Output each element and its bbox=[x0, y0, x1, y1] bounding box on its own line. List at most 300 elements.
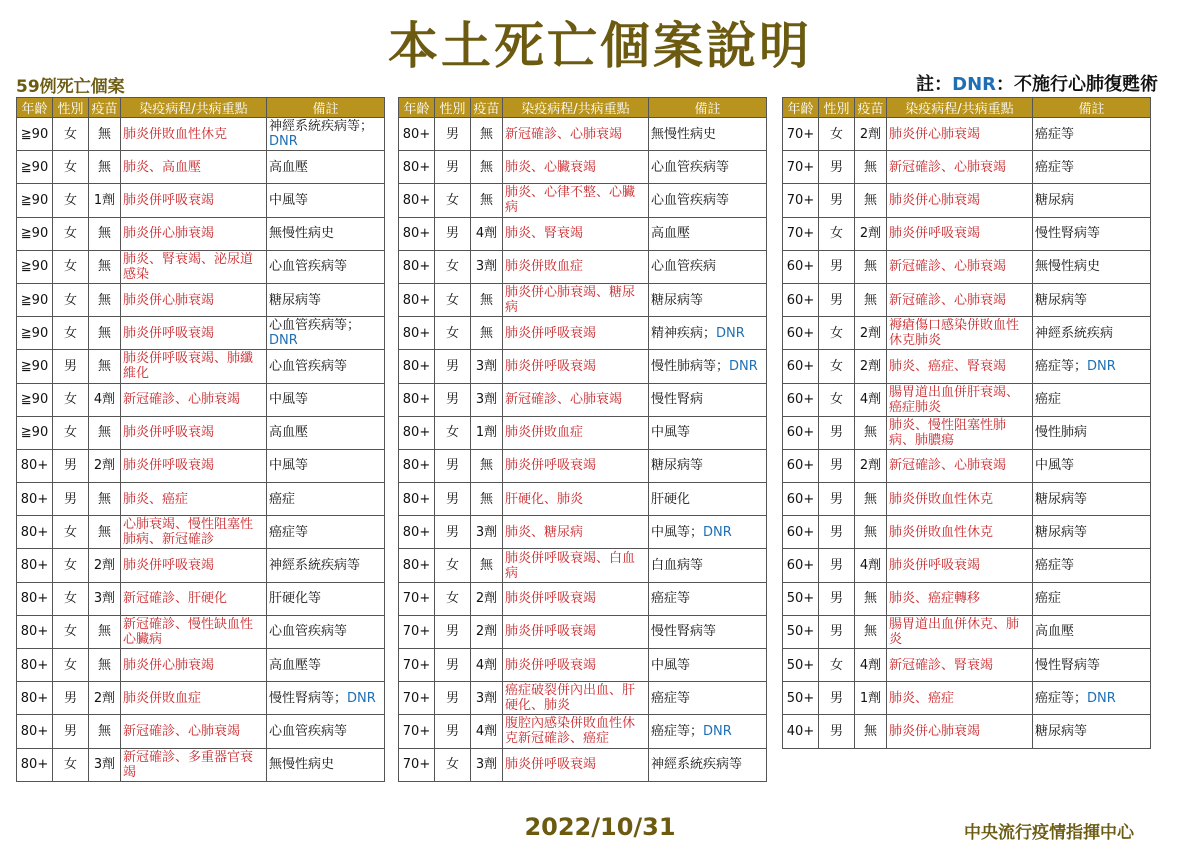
note-cell bbox=[267, 449, 385, 482]
note-cell bbox=[649, 715, 767, 748]
note-text: 中風等 bbox=[651, 425, 691, 441]
sex-cell: 女 bbox=[53, 250, 89, 283]
course-header: 染疫病程/共病重點 bbox=[887, 98, 1033, 118]
header-row bbox=[783, 98, 1151, 118]
course-cell: 肺炎、癌症、腎衰竭 bbox=[887, 350, 1033, 383]
dnr-label: DNR bbox=[716, 325, 745, 341]
note-text: 中風等 bbox=[269, 458, 309, 474]
dnr-label: DNR bbox=[347, 690, 376, 706]
vac-cell: 2劑 bbox=[89, 682, 121, 715]
note-cell bbox=[649, 283, 767, 316]
course-cell: 肺炎併呼吸衰竭 bbox=[887, 549, 1033, 582]
note-text: 癌症等 bbox=[651, 591, 691, 607]
dnr-footnote bbox=[916, 70, 1158, 96]
note-cell bbox=[1033, 715, 1151, 748]
table-row bbox=[17, 250, 385, 283]
course-header: 染疫病程/共病重點 bbox=[503, 98, 649, 118]
table-row bbox=[17, 118, 385, 151]
vac-cell: 無 bbox=[855, 416, 887, 449]
course-cell: 腸胃道出血併休克、肺炎 bbox=[887, 615, 1033, 648]
age-cell: 80+ bbox=[399, 516, 435, 549]
table-row bbox=[399, 416, 767, 449]
note-text: 糖尿病等 bbox=[651, 458, 704, 474]
course-cell: 肺炎併呼吸衰竭 bbox=[503, 449, 649, 482]
sex-cell: 女 bbox=[53, 748, 89, 781]
note-cell bbox=[1033, 350, 1151, 383]
table-row bbox=[399, 283, 767, 316]
note-text: 心血管疾病 bbox=[651, 259, 717, 275]
age-cell: 50+ bbox=[783, 582, 819, 615]
note-cell bbox=[1033, 682, 1151, 715]
note-text: 無慢性病史 bbox=[269, 226, 335, 242]
age-cell: ≧90 bbox=[17, 283, 53, 316]
age-cell: 40+ bbox=[783, 715, 819, 748]
course-cell: 肺炎併呼吸衰竭 bbox=[503, 350, 649, 383]
age-cell: 70+ bbox=[783, 118, 819, 151]
note-cell bbox=[267, 549, 385, 582]
vac-cell: 無 bbox=[855, 151, 887, 184]
age-cell: 70+ bbox=[783, 217, 819, 250]
table-row bbox=[783, 118, 1151, 151]
table-row bbox=[783, 615, 1151, 648]
age-cell: 80+ bbox=[399, 283, 435, 316]
vac-cell: 2劑 bbox=[89, 449, 121, 482]
note-cell bbox=[649, 748, 767, 781]
age-cell: 80+ bbox=[17, 483, 53, 516]
vac-cell: 3劑 bbox=[471, 748, 503, 781]
sex-header: 性別 bbox=[435, 98, 471, 118]
vac-cell: 1劑 bbox=[89, 184, 121, 217]
note-cell bbox=[649, 649, 767, 682]
vac-cell: 無 bbox=[89, 483, 121, 516]
course-cell: 肺炎併敗血症 bbox=[503, 416, 649, 449]
note-text: 慢性腎病等 bbox=[1035, 226, 1101, 242]
note-text: 癌症等 bbox=[1035, 558, 1075, 574]
vac-cell: 4劑 bbox=[471, 649, 503, 682]
note-cell bbox=[1033, 383, 1151, 416]
table-row bbox=[17, 151, 385, 184]
organization-name: 中央流行疫情指揮中心 bbox=[964, 823, 1134, 843]
dnr-label: DNR bbox=[703, 723, 732, 739]
age-cell: 70+ bbox=[399, 748, 435, 781]
vac-cell: 2劑 bbox=[471, 615, 503, 648]
table-row bbox=[399, 715, 767, 748]
sex-cell: 男 bbox=[435, 449, 471, 482]
note-text: 無慢性病史 bbox=[1035, 259, 1101, 275]
sex-cell: 男 bbox=[819, 449, 855, 482]
note-text: 慢性肺病 bbox=[1035, 425, 1088, 441]
course-cell: 新冠確診、肝硬化 bbox=[121, 582, 267, 615]
note-text: 心血管疾病等 bbox=[651, 159, 730, 175]
age-cell: 80+ bbox=[17, 748, 53, 781]
vac-cell: 無 bbox=[855, 483, 887, 516]
sex-cell: 女 bbox=[53, 416, 89, 449]
age-cell: 80+ bbox=[17, 682, 53, 715]
sex-cell: 女 bbox=[53, 549, 89, 582]
note-cell bbox=[267, 615, 385, 648]
vac-cell: 無 bbox=[89, 715, 121, 748]
table-row bbox=[17, 748, 385, 781]
sex-cell: 男 bbox=[819, 615, 855, 648]
note-cell bbox=[267, 416, 385, 449]
age-cell: 70+ bbox=[783, 184, 819, 217]
note-text: 中風等 bbox=[269, 192, 309, 208]
table-row bbox=[783, 516, 1151, 549]
sex-cell: 女 bbox=[53, 217, 89, 250]
age-cell: 80+ bbox=[399, 151, 435, 184]
note-text: 心血管疾病等 bbox=[269, 723, 348, 739]
note-text: 高血壓 bbox=[269, 425, 309, 441]
vac-cell: 3劑 bbox=[471, 516, 503, 549]
note-cell bbox=[267, 217, 385, 250]
sex-cell: 男 bbox=[53, 350, 89, 383]
course-cell: 新冠確診、多重器官衰竭 bbox=[121, 748, 267, 781]
note-cell bbox=[649, 449, 767, 482]
note-cell bbox=[1033, 582, 1151, 615]
note-text: 癌症 bbox=[1035, 392, 1062, 408]
table-row bbox=[399, 549, 767, 582]
vac-cell: 3劑 bbox=[471, 682, 503, 715]
course-cell: 腹腔內感染併敗血性休克新冠確診、癌症 bbox=[503, 715, 649, 748]
table-row bbox=[783, 449, 1151, 482]
age-cell: 80+ bbox=[17, 715, 53, 748]
vac-cell: 4劑 bbox=[471, 217, 503, 250]
vac-cell: 無 bbox=[855, 516, 887, 549]
note-cell bbox=[649, 184, 767, 217]
case-table-2 bbox=[398, 97, 767, 782]
vac-cell: 無 bbox=[89, 615, 121, 648]
table-row bbox=[399, 118, 767, 151]
note-cell bbox=[1033, 516, 1151, 549]
course-cell: 新冠確診、心肺衰竭 bbox=[887, 151, 1033, 184]
age-cell: 60+ bbox=[783, 549, 819, 582]
note-cell bbox=[649, 383, 767, 416]
note-header: 備註 bbox=[267, 98, 385, 118]
vac-cell: 3劑 bbox=[89, 582, 121, 615]
course-cell: 肺炎併呼吸衰竭 bbox=[121, 549, 267, 582]
age-cell: 60+ bbox=[783, 449, 819, 482]
note-prefix: 註： bbox=[916, 74, 953, 95]
course-cell: 新冠確診、心肺衰竭 bbox=[887, 283, 1033, 316]
table-row bbox=[783, 582, 1151, 615]
note-text: 神經系統疾病等 bbox=[651, 757, 743, 773]
table-row bbox=[399, 317, 767, 350]
age-cell: 70+ bbox=[399, 582, 435, 615]
vac-cell: 2劑 bbox=[855, 350, 887, 383]
sex-cell: 女 bbox=[819, 649, 855, 682]
course-cell: 肺炎、心臟衰竭 bbox=[503, 151, 649, 184]
age-cell: 80+ bbox=[399, 118, 435, 151]
sex-cell: 女 bbox=[819, 350, 855, 383]
age-cell: 80+ bbox=[17, 516, 53, 549]
sex-cell: 男 bbox=[819, 283, 855, 316]
course-cell: 肺炎併心肺衰竭 bbox=[887, 118, 1033, 151]
course-cell: 肺炎併心肺衰竭 bbox=[121, 217, 267, 250]
vac-cell: 無 bbox=[89, 283, 121, 316]
age-cell: 60+ bbox=[783, 350, 819, 383]
age-cell: ≧90 bbox=[17, 184, 53, 217]
vac-cell: 無 bbox=[89, 416, 121, 449]
table-row bbox=[783, 483, 1151, 516]
note-text: 糖尿病等 bbox=[269, 292, 322, 308]
note-text: 心血管疾病等； bbox=[269, 318, 361, 334]
course-cell: 新冠確診、慢性缺血性心臟病 bbox=[121, 615, 267, 648]
vac-cell: 2劑 bbox=[855, 449, 887, 482]
table-row bbox=[17, 715, 385, 748]
note-text: 糖尿病等 bbox=[651, 292, 704, 308]
vac-cell: 1劑 bbox=[471, 416, 503, 449]
dnr-label: DNR bbox=[1087, 690, 1116, 706]
vac-cell: 2劑 bbox=[89, 549, 121, 582]
age-cell: 80+ bbox=[399, 184, 435, 217]
table-row bbox=[783, 317, 1151, 350]
note-cell bbox=[1033, 449, 1151, 482]
vac-cell: 3劑 bbox=[89, 748, 121, 781]
note-text: 高血壓等 bbox=[269, 657, 322, 673]
note-text: 癌症等； bbox=[651, 723, 704, 739]
note-cell bbox=[267, 682, 385, 715]
vac-cell: 無 bbox=[89, 516, 121, 549]
case-table-1 bbox=[16, 97, 385, 782]
sex-cell: 男 bbox=[435, 649, 471, 682]
table-row bbox=[399, 682, 767, 715]
note-text: 高血壓 bbox=[269, 159, 309, 175]
course-cell: 肺炎、糖尿病 bbox=[503, 516, 649, 549]
course-cell: 肺炎併敗血症 bbox=[121, 682, 267, 715]
course-cell: 肺炎、慢性阻塞性肺病、肺膿瘍 bbox=[887, 416, 1033, 449]
age-cell: 80+ bbox=[17, 649, 53, 682]
course-cell: 新冠確診、心肺衰竭 bbox=[503, 118, 649, 151]
course-cell: 肝硬化、肺炎 bbox=[503, 483, 649, 516]
sex-cell: 男 bbox=[435, 350, 471, 383]
sex-cell: 男 bbox=[435, 383, 471, 416]
table-row bbox=[17, 184, 385, 217]
vac-cell: 4劑 bbox=[855, 549, 887, 582]
sex-cell: 男 bbox=[435, 217, 471, 250]
sex-cell: 女 bbox=[435, 250, 471, 283]
sex-cell: 女 bbox=[53, 184, 89, 217]
course-cell: 肺炎、心律不整、心臟病 bbox=[503, 184, 649, 217]
note-text: 癌症等； bbox=[1035, 358, 1088, 374]
age-cell: 80+ bbox=[399, 549, 435, 582]
table-row bbox=[399, 250, 767, 283]
vac-cell: 無 bbox=[471, 283, 503, 316]
note-text: 慢性腎病等； bbox=[269, 690, 348, 706]
note-text: 中風等； bbox=[651, 524, 704, 540]
note-text: 心血管疾病等 bbox=[269, 624, 348, 640]
age-cell: ≧90 bbox=[17, 217, 53, 250]
table-row bbox=[17, 416, 385, 449]
note-text: 中風等 bbox=[651, 657, 691, 673]
dnr-label: DNR bbox=[703, 524, 732, 540]
course-cell: 肺炎併呼吸衰竭 bbox=[121, 416, 267, 449]
note-text: 高血壓 bbox=[651, 226, 691, 242]
note-text: 糖尿病等 bbox=[1035, 292, 1088, 308]
table-row bbox=[783, 715, 1151, 748]
note-cell bbox=[649, 483, 767, 516]
table-row bbox=[17, 283, 385, 316]
dnr-label: DNR bbox=[729, 358, 758, 374]
note-text: 高血壓 bbox=[1035, 624, 1075, 640]
age-cell: 80+ bbox=[399, 350, 435, 383]
course-cell: 肺炎併呼吸衰竭 bbox=[503, 615, 649, 648]
case-table-3 bbox=[782, 97, 1151, 749]
vac-cell: 無 bbox=[89, 317, 121, 350]
note-text: 精神疾病； bbox=[651, 325, 717, 341]
note-cell bbox=[1033, 416, 1151, 449]
sex-cell: 女 bbox=[53, 582, 89, 615]
table-row bbox=[399, 483, 767, 516]
table-row bbox=[399, 649, 767, 682]
note-cell bbox=[267, 151, 385, 184]
course-cell: 癌症破裂併內出血、肝硬化、肺炎 bbox=[503, 682, 649, 715]
vac-cell: 2劑 bbox=[855, 217, 887, 250]
age-header: 年齡 bbox=[17, 98, 53, 118]
note-text: 心血管疾病等 bbox=[651, 192, 730, 208]
note-text: 癌症等 bbox=[1035, 126, 1075, 142]
age-cell: 60+ bbox=[783, 317, 819, 350]
course-cell: 肺炎併呼吸衰竭 bbox=[121, 449, 267, 482]
note-cell bbox=[1033, 317, 1151, 350]
age-cell: 60+ bbox=[783, 283, 819, 316]
vac-cell: 無 bbox=[471, 118, 503, 151]
age-cell: 80+ bbox=[399, 449, 435, 482]
header-row bbox=[399, 98, 767, 118]
note-cell bbox=[649, 350, 767, 383]
note-text: 神經系統疾病 bbox=[1035, 325, 1114, 341]
note-text: 糖尿病等 bbox=[1035, 491, 1088, 507]
age-cell: 80+ bbox=[17, 582, 53, 615]
vac-cell: 2劑 bbox=[855, 118, 887, 151]
sex-cell: 男 bbox=[819, 483, 855, 516]
sex-cell: 男 bbox=[435, 715, 471, 748]
course-cell: 肺炎、癌症 bbox=[887, 682, 1033, 715]
note-cell bbox=[649, 151, 767, 184]
sex-header: 性別 bbox=[819, 98, 855, 118]
course-cell: 肺炎、腎衰竭 bbox=[503, 217, 649, 250]
age-cell: 80+ bbox=[399, 383, 435, 416]
sex-cell: 女 bbox=[53, 615, 89, 648]
table-row bbox=[399, 449, 767, 482]
note-cell bbox=[1033, 250, 1151, 283]
age-cell: ≧90 bbox=[17, 151, 53, 184]
vac-cell: 2劑 bbox=[471, 582, 503, 615]
age-cell: ≧90 bbox=[17, 118, 53, 151]
table-row bbox=[783, 649, 1151, 682]
vac-cell: 3劑 bbox=[471, 250, 503, 283]
table-row bbox=[783, 151, 1151, 184]
note-cell bbox=[267, 250, 385, 283]
page-title: 本土死亡個案說明 bbox=[388, 17, 812, 75]
sex-cell: 男 bbox=[53, 483, 89, 516]
table-row bbox=[399, 217, 767, 250]
vac-cell: 無 bbox=[471, 317, 503, 350]
note-cell bbox=[267, 516, 385, 549]
sex-cell: 男 bbox=[435, 483, 471, 516]
note-cell bbox=[1033, 151, 1151, 184]
course-cell: 肺炎併呼吸衰竭 bbox=[887, 217, 1033, 250]
sex-cell: 女 bbox=[435, 416, 471, 449]
sex-cell: 男 bbox=[53, 449, 89, 482]
sex-cell: 女 bbox=[53, 383, 89, 416]
sex-cell: 女 bbox=[53, 118, 89, 151]
note-cell bbox=[267, 483, 385, 516]
table-row bbox=[399, 151, 767, 184]
age-cell: 80+ bbox=[17, 449, 53, 482]
vaccine-header: 疫苗 bbox=[855, 98, 887, 118]
note-text: 糖尿病等 bbox=[1035, 524, 1088, 540]
note-text: 慢性腎病等 bbox=[651, 624, 717, 640]
note-text: 中風等 bbox=[269, 392, 309, 408]
course-cell: 肺炎併敗血性休克 bbox=[887, 516, 1033, 549]
table-row bbox=[783, 682, 1151, 715]
course-cell: 肺炎併心肺衰竭 bbox=[887, 184, 1033, 217]
table-row bbox=[17, 317, 385, 350]
note-text: 慢性肺病等； bbox=[651, 358, 730, 374]
course-cell: 肺炎併心肺衰竭 bbox=[121, 283, 267, 316]
sex-cell: 女 bbox=[53, 516, 89, 549]
note-text: 癌症 bbox=[1035, 591, 1062, 607]
table-row bbox=[17, 582, 385, 615]
note-cell bbox=[267, 184, 385, 217]
dnr-label: DNR bbox=[1087, 358, 1116, 374]
course-cell: 肺炎併心肺衰竭 bbox=[887, 715, 1033, 748]
vac-cell: 無 bbox=[855, 184, 887, 217]
vac-cell: 2劑 bbox=[855, 317, 887, 350]
note-text: 肝硬化等 bbox=[269, 591, 322, 607]
course-cell: 新冠確診、心肺衰竭 bbox=[887, 449, 1033, 482]
course-cell: 肺炎、高血壓 bbox=[121, 151, 267, 184]
course-cell: 肺炎併呼吸衰竭 bbox=[503, 748, 649, 781]
table-row bbox=[399, 184, 767, 217]
note-cell bbox=[1033, 184, 1151, 217]
note-cell bbox=[267, 582, 385, 615]
report-date: 2022/10/31 bbox=[524, 813, 676, 841]
vac-cell: 無 bbox=[89, 151, 121, 184]
course-cell: 肺炎併呼吸衰竭 bbox=[503, 317, 649, 350]
course-cell: 肺炎、癌症 bbox=[121, 483, 267, 516]
age-cell: 80+ bbox=[399, 317, 435, 350]
course-cell: 肺炎併呼吸衰竭 bbox=[121, 317, 267, 350]
course-header: 染疫病程/共病重點 bbox=[121, 98, 267, 118]
age-cell: ≧90 bbox=[17, 416, 53, 449]
age-cell: 50+ bbox=[783, 649, 819, 682]
table-row bbox=[399, 582, 767, 615]
note-cell bbox=[1033, 549, 1151, 582]
table-row bbox=[399, 516, 767, 549]
course-cell: 肺炎併敗血症 bbox=[503, 250, 649, 283]
course-cell: 肺炎併呼吸衰竭 bbox=[503, 649, 649, 682]
note-text: 心血管疾病等 bbox=[269, 259, 348, 275]
note-cell bbox=[267, 748, 385, 781]
note-text: 心血管疾病等 bbox=[269, 358, 348, 374]
vac-cell: 4劑 bbox=[89, 383, 121, 416]
note-text: 癌症 bbox=[269, 491, 296, 507]
sex-cell: 女 bbox=[819, 217, 855, 250]
age-cell: 80+ bbox=[17, 615, 53, 648]
sex-cell: 男 bbox=[819, 184, 855, 217]
note-text: 神經系統疾病等； bbox=[269, 119, 374, 135]
sex-cell: 男 bbox=[819, 582, 855, 615]
sex-cell: 女 bbox=[53, 649, 89, 682]
age-cell: 70+ bbox=[783, 151, 819, 184]
table-row bbox=[783, 184, 1151, 217]
age-cell: 50+ bbox=[783, 682, 819, 715]
note-text: 慢性腎病 bbox=[651, 392, 704, 408]
vac-cell: 3劑 bbox=[471, 350, 503, 383]
course-cell: 腸胃道出血併肝衰竭、癌症肺炎 bbox=[887, 383, 1033, 416]
course-cell: 肺炎併敗血性休克 bbox=[887, 483, 1033, 516]
